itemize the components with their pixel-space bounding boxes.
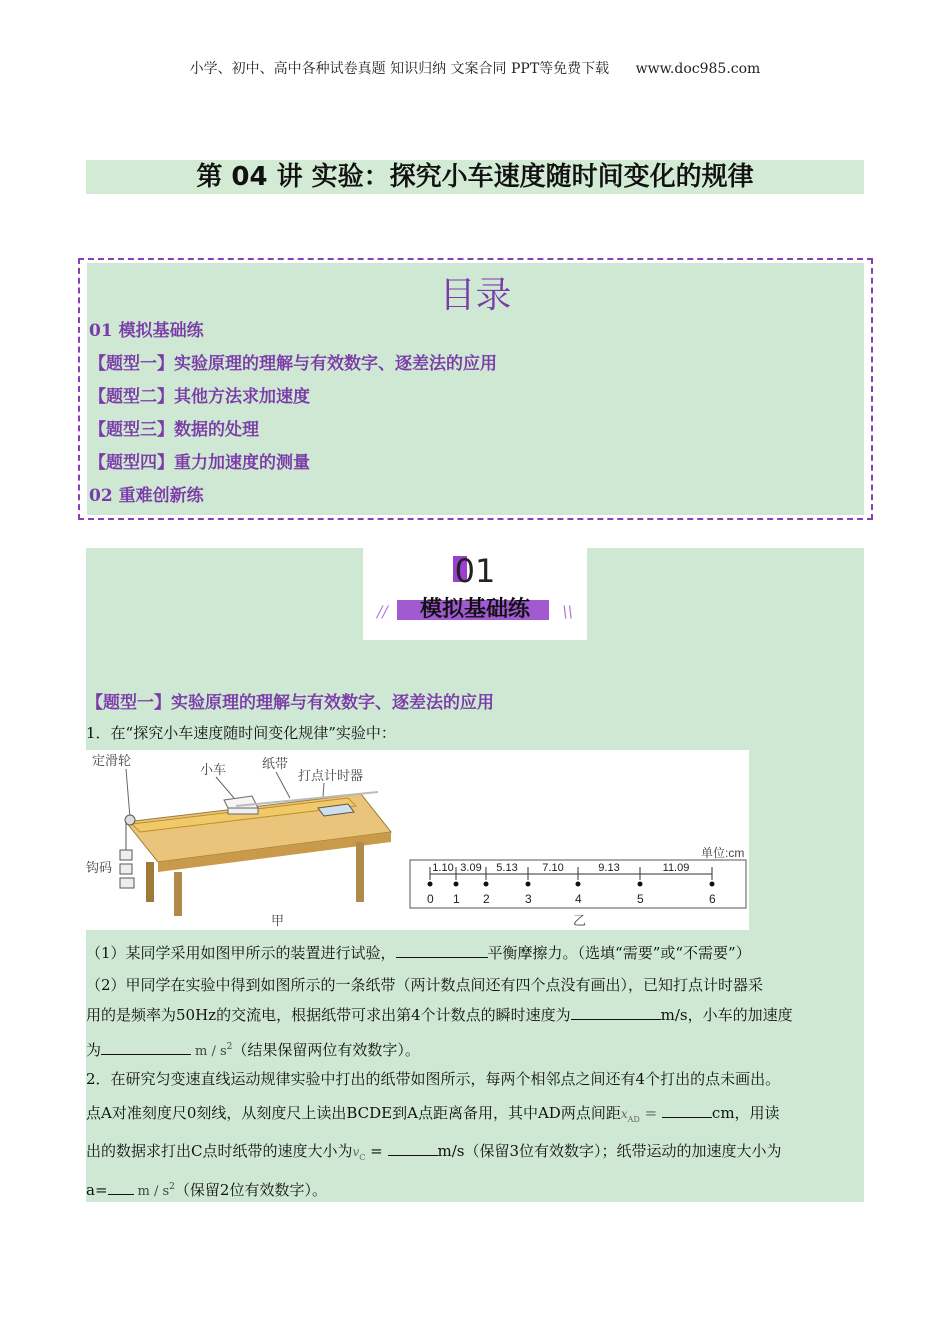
tape-point-label: 6 bbox=[709, 892, 716, 906]
q1-part2-line2 bbox=[86, 1004, 793, 1026]
tape-point-label: 0 bbox=[427, 892, 434, 906]
q1-part2-text: 用的是频率为50Hz的交流电，根据纸带可求出第4个计数点的瞬时速度为 bbox=[86, 1006, 571, 1024]
table-illustration bbox=[120, 792, 391, 916]
q1-part1-text: （1）某同学采用如图甲所示的装置进行试验， bbox=[86, 944, 396, 962]
tape-point bbox=[638, 882, 643, 887]
tape-point bbox=[484, 882, 489, 887]
toc-item[interactable]: 02 重难创新练 bbox=[89, 486, 204, 506]
q2-text: 点A对准刻度尺0刻线，从刻度尺上读出BCDE到A点距离备用，其中AD两点间距 bbox=[86, 1104, 621, 1122]
question-2-line3: 出的数据求打出C点时纸带的速度大小为$v_C = m/s$（保留3位有效数字）；纸带运动的加速度大小为 bbox=[86, 1142, 782, 1162]
answer-blank[interactable] bbox=[662, 1104, 712, 1118]
answer-blank[interactable] bbox=[388, 1142, 438, 1156]
question-1-stem: 1．在“探究小车速度随时间变化规律”实验中： bbox=[86, 724, 396, 742]
toc-heading: 目录 bbox=[439, 275, 512, 316]
tape-point-label: 3 bbox=[525, 892, 532, 906]
topic-heading: 【题型一】实验原理的理解与有效数字、逐差法的应用 bbox=[86, 693, 494, 713]
answer-blank[interactable] bbox=[101, 1041, 191, 1055]
tape-point bbox=[576, 882, 581, 887]
q2-text-2: cm，用读 bbox=[711, 1104, 780, 1122]
answer-blank[interactable] bbox=[571, 1006, 661, 1020]
question-2-line4: $a= m / s^2$（保留2位有效数字）。 bbox=[86, 1181, 327, 1199]
label-yi: 乙 bbox=[573, 913, 587, 928]
header-text: 小学、初中、高中各种试卷真题 知识归纳 文案合同 PPT等免费下载 bbox=[189, 61, 610, 77]
symbol-v: v bbox=[352, 1145, 360, 1159]
section-badge bbox=[363, 548, 587, 640]
label-weight: 钩码 bbox=[86, 860, 113, 875]
tape-point-label: 5 bbox=[637, 892, 644, 906]
slash-decoration: \\ bbox=[562, 602, 573, 621]
page-title: 第 04 讲 实验：探究小车速度随时间变化的规律 bbox=[86, 160, 864, 194]
tape-point bbox=[710, 882, 715, 887]
label-cart: 小车 bbox=[200, 762, 227, 777]
header-url[interactable]: www.doc985.com bbox=[635, 61, 761, 77]
page-header bbox=[0, 58, 950, 78]
toc-item[interactable]: 【题型三】数据的处理 bbox=[89, 420, 259, 440]
unit-ms: m / s bbox=[137, 1184, 170, 1199]
q1-part2-text-2: m/s，小车的加速度 bbox=[660, 1006, 793, 1024]
tape-point-label: 2 bbox=[483, 892, 490, 906]
toc-item[interactable]: 【题型四】重力加速度的测量 bbox=[89, 453, 310, 473]
q1-part2-line1: （2）甲同学在实验中得到如图所示的一条纸带（两计数点间还有四个点没有画出），已知打点计时器采 bbox=[86, 976, 764, 994]
experiment-figure bbox=[86, 750, 749, 930]
q1-part1-text-2: 平衡摩擦力。（选填“需要”或“不需要”） bbox=[487, 944, 751, 962]
badge-label: 模拟基础练 bbox=[419, 597, 530, 622]
toc-item[interactable]: 01 模拟基础练 bbox=[89, 321, 204, 341]
answer-blank[interactable] bbox=[396, 944, 488, 958]
q1-part2-text-4: （结果保留两位有效数字）。 bbox=[232, 1041, 420, 1059]
question-2-line2: 点A对准刻度尺0刻线，从刻度尺上读出BCDE到A点距离备用，其中AD两点间距$x_{AD}$ = cm，用读 bbox=[86, 1104, 780, 1124]
symbol-x: x bbox=[620, 1107, 628, 1121]
slash-decoration: // bbox=[377, 602, 388, 621]
question-2-line1: 2．在研究匀变速直线运动规律实验中打出的纸带如图所示，每两个相邻点之间还有4个打出的点未画出。 bbox=[86, 1070, 781, 1088]
q1-part2-line3: 为 m / $s^2$（结果保留两位有效数字）。 bbox=[86, 1041, 420, 1059]
tape-point bbox=[454, 882, 459, 887]
symbol-sub: AD bbox=[627, 1115, 640, 1124]
q2-text-5: a= bbox=[86, 1181, 108, 1199]
label-unit: 单位:cm bbox=[701, 846, 745, 860]
answer-blank[interactable] bbox=[108, 1181, 134, 1195]
toc-item[interactable]: 【题型一】实验原理的理解与有效数字、逐差法的应用 bbox=[89, 354, 497, 374]
badge-number: 01 bbox=[454, 552, 496, 590]
label-pulley: 定滑轮 bbox=[92, 753, 132, 768]
label-timer: 打点计时器 bbox=[298, 768, 364, 783]
unit-ms: m / s bbox=[195, 1044, 227, 1059]
segment-label: 5.13 bbox=[496, 862, 518, 874]
q2-text-4: m/s（保留3位有效数字）；纸带运动的加速度大小为 bbox=[437, 1142, 782, 1160]
label-tape: 纸带 bbox=[262, 756, 289, 771]
practice-section bbox=[86, 548, 864, 1202]
q1-part1 bbox=[86, 942, 751, 964]
symbol-sub: C bbox=[359, 1153, 366, 1162]
segment-label: 3.09 bbox=[460, 862, 482, 874]
q2-text-6: （保留2位有效数字）。 bbox=[174, 1181, 327, 1199]
segment-label: 11.09 bbox=[662, 862, 690, 874]
q2-text-3: 出的数据求打出C点时纸带的速度大小为 bbox=[86, 1142, 353, 1160]
label-jia: 甲 bbox=[271, 913, 285, 928]
table-of-contents bbox=[78, 258, 873, 520]
segment-label: 9.13 bbox=[598, 862, 620, 874]
toc-item[interactable]: 【题型二】其他方法求加速度 bbox=[89, 387, 310, 407]
tape-point-label: 1 bbox=[453, 892, 460, 906]
tape-point bbox=[428, 882, 433, 887]
segment-label: 1.10 bbox=[432, 862, 454, 874]
segment-label: 7.10 bbox=[542, 862, 564, 874]
q1-part2-text-3: 为 bbox=[86, 1041, 102, 1059]
tape-point bbox=[526, 882, 531, 887]
tape-point-label: 4 bbox=[575, 892, 582, 906]
